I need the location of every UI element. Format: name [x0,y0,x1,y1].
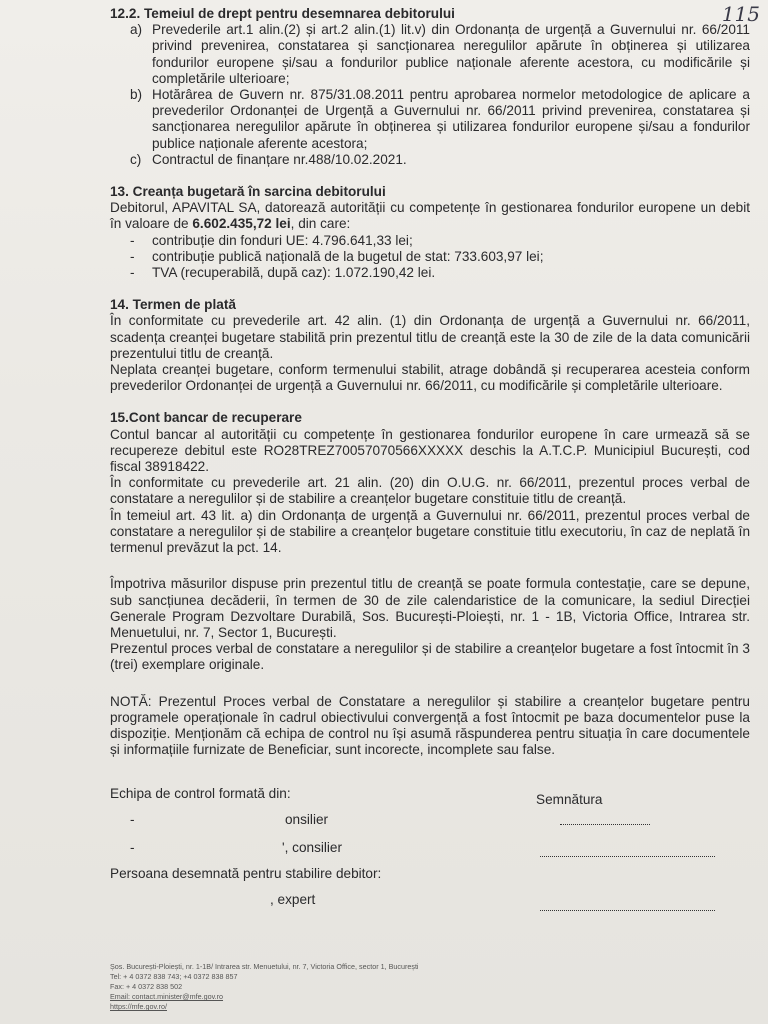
page-footer [110,962,419,1012]
footer-email-link[interactable]: Email: contact.minister@mfe.gov.ro [110,992,224,1001]
paragraph: În temeiul art. 43 lit. a) din Ordonanța de urgență a Guvernului nr. 66/2011, prezentul proces verbal de constatare a neregulilor și de stabilire a creanțelor bugetare constituie titlu executoriu, în caz de neplată în termenul prevăzut la pct. 14. [110,507,750,556]
list-item: c) Contractul de finanțare nr.488/10.02.2021. [130,151,407,167]
debtor-person-label: Persoana desemnată pentru stabilire debitor: [110,866,382,882]
contestation-section [110,576,750,673]
paragraph: Împotriva măsurilor dispuse prin prezentul titlu de creanță se poate formula contestație, care se depune, sub sancțiunea decăderii, în termen de 30 de zile calendaristice de la comunicare, la sediul Direcției Generale Program Dezvoltare Durabilă, Sos. București-Ploiești, nr. 1 - 1B, Victoria Office, Intrarea str. Menuetului, nr. 7, Sector 1, București. [110,576,750,640]
signature-line [560,824,650,825]
footer-address: Șos. București-Ploiești, nr. 1-1B/ Intrarea str. Menuetului, nr. 7, Victoria Office, sector 1, București [110,962,419,971]
section-title: 15.Cont bancar de recuperare [110,410,302,426]
handwritten-page-number: 115 [721,2,760,26]
list-item: - contribuție publică națională de la bugetul de stat: 733.603,97 lei; [130,248,544,264]
debt-amount: 6.602.435,72 lei [192,216,291,232]
expert-name: , expert [270,892,316,908]
section-14 [110,297,750,394]
signature-label: Semnătura [536,792,603,808]
debt-intro: Debitorul, APAVITAL SA, datorează autorității cu competențe în gestionarea fondurilor europene un debit în valoare de 6.602.435,72 lei, din care: [110,200,750,232]
footer-tel: Tel: + 4 0372 838 743; +4 0372 838 857 [110,972,238,981]
list-item: a) Prevederile art.1 alin.(2) și art.2 alin.(1) lit.v) din Ordonanța de urgență a Guvernului nr. 66/2011 privind prevenirea, constatarea și sancționarea neregulilor apărute în obținerea și utilizarea fondurilor europene și/sau a fondurilor publice naționale aferente acestora, cu modificările și completările ulterioare; [130,22,750,86]
control-member-1: onsilier [285,812,329,828]
paragraph: În conformitate cu prevederile art. 42 alin. (1) din Ordonanța de urgență a Guvernului nr. 66/2011, scadența creanței bugetare stabilită prin prezentul titlu de creanță este la 30 de zile de la data comunicării prezentului titlu de creanță. [110,313,750,361]
list-item: b) Hotărârea de Guvern nr. 875/31.08.2011 pentru aprobarea normelor metodologice de aplicare a prevederilor Ordonanței de Urgență a Guvernului nr. 66/2011 privind prevenirea, constatarea și sancționarea neregulilor apărute în obținerea și utilizarea fondurilor europene și/sau a fondurilor publice naționale aferente acestora; [130,87,750,151]
paragraph: În conformitate cu prevederile art. 21 alin. (20) din O.U.G. nr. 66/2011, prezentul proces verbal de constatare a neregulilor și de stabilire a creanțelor bugetare constituie titlu de creanță. [110,475,750,507]
paragraph: Prezentul proces verbal de constatare a neregulilor și de stabilire a creanțelor bugetare a fost întocmit în 3 (trei) exemplare originale. [110,641,750,673]
section-title: 12.2. Temeiul de drept pentru desemnarea debitorului [110,6,455,21]
dash-marker: - [130,812,135,828]
signature-line [540,856,715,857]
control-team-label: Echipa de control formată din: [110,786,291,802]
section-title: 14. Termen de plată [110,297,236,313]
section-15 [110,410,750,556]
list-item: - TVA (recuperabilă, după caz): 1.072.190,42 lei. [130,265,436,281]
paragraph: Contul bancar al autorității cu competențe în gestionarea fondurilor europene în care urmează să se recupereze debitul este RO28TREZ70057070566XXXXX deschis la A.T.C.P. Municipiul București, cod fiscal 38918422. [110,426,750,475]
section-title: 13. Creanța bugetară în sarcina debitorului [110,184,386,200]
signature-block [110,778,750,928]
footer-website-link[interactable]: https://mfe.gov.ro/ [110,1002,167,1011]
paragraph: Neplata creanței bugetare, conform termenului stabilit, atrage dobândă și recuperarea acesteia conform prevederilor Ordonanței de urgență a Guvernului nr. 66/2011, cu modificările și completările ulterioare. [110,362,750,394]
dash-marker: - [130,840,135,856]
signature-line [540,910,715,911]
note-paragraph: NOTĂ: Prezentul Proces verbal de Constatare a neregulilor și stabilire a creanțelor bugetare pentru programele operaționale în cadrul obiectivului convergență a fost întocmit pe baza documentelor puse la dispoziție. Menționăm că echipa de control nu își asumă răspunderea pentru situația în care documentele și informațiile furnizate de Beneficiar, sunt incorecte, incomplete sau false. [110,693,750,758]
list-item: - contribuție din fonduri UE: 4.796.641,33 lei; [130,232,413,248]
section-13 [110,184,750,281]
footer-fax: Fax: + 4 0372 838 502 [110,982,183,991]
section-12-2 [110,6,750,168]
control-member-2: ', consilier [282,840,343,856]
